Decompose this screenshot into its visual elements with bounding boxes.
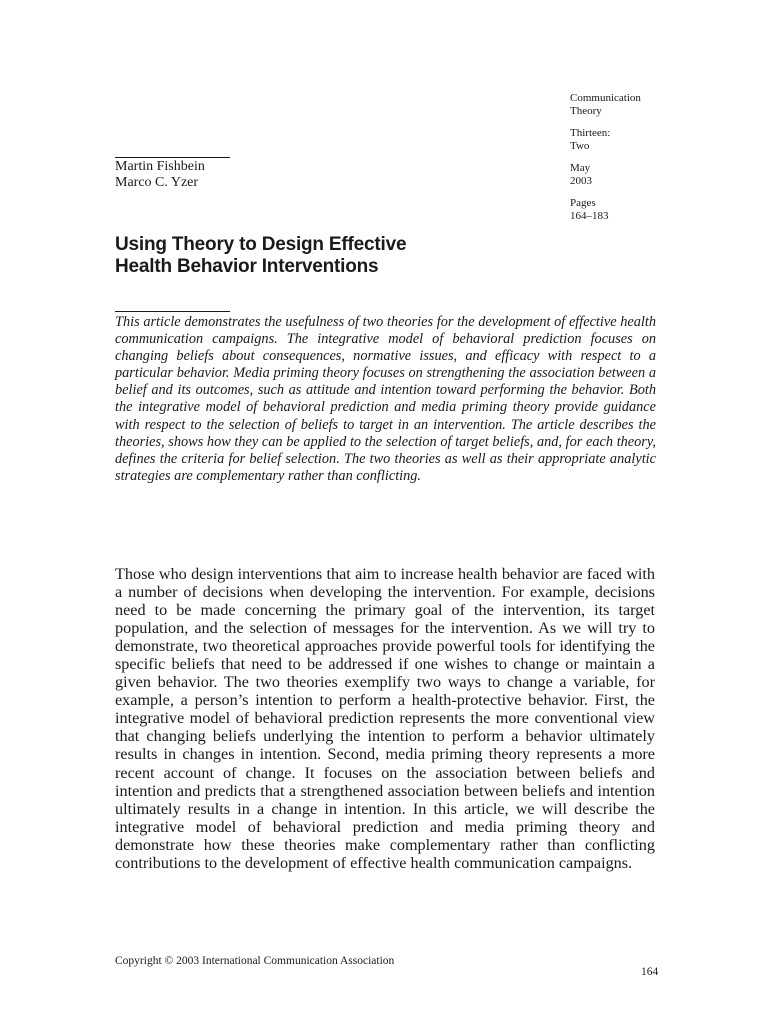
- article-title: [115, 234, 406, 278]
- volume-line2: Two: [570, 139, 590, 152]
- page-number: 164: [641, 966, 659, 978]
- author-name: Marco C. Yzer: [115, 174, 199, 190]
- pages-range: 164–183: [570, 209, 609, 222]
- journal-date: [570, 162, 641, 187]
- abstract-rule: [115, 311, 230, 312]
- pages-label: Pages: [570, 197, 596, 209]
- journal-metadata: [570, 92, 641, 232]
- title-line2: Health Behavior Interventions: [115, 256, 379, 277]
- title-line1: Using Theory to Design Effective: [115, 234, 407, 255]
- author-name: Martin Fishbein: [115, 159, 205, 174]
- issue-year: 2003: [570, 174, 592, 187]
- journal-name: [570, 92, 641, 117]
- body-paragraph: Those who design interventions that aim to increase health behavior are faced with a number of decisions when developing the intervention. For example, decisions need to be made concerning the primary goal of the intervention, its target population, and the selection of messages for the intervention. As we will try to demonstrate, two theoretical approaches provide powerful tools for identifying the specific beliefs that need to be addressed if one wishes to change or maintain a given behavior. The two theories exemplify two ways to change a variable, for example, a person’s intention to perform a health-protective behavior. First, the integrative model of behavioral prediction represents the more conventional view that changing beliefs underlying the intention to perform a behavior ultimately results in changes in intention. Second, media priming theory represents a more recent account of change. It focuses on the association between beliefs and intention and predicts that a strengthened association between beliefs and intention ultimately results in a change in intention. In this article, we will describe the integrative model of behavioral prediction and media priming theory and demonstrate how these theories make complementary rather than conflicting contributions to the development of effective health communication campaigns.: [115, 565, 655, 872]
- issue-month: May: [570, 162, 591, 174]
- journal-name-line2: Theory: [570, 104, 602, 117]
- journal-pages: [570, 197, 641, 222]
- copyright-notice: Copyright © 2003 International Communication Association: [115, 955, 395, 967]
- journal-name-line1: Communication: [570, 92, 641, 104]
- journal-volume: [570, 127, 641, 152]
- abstract: This article demonstrates the usefulness of two theories for the development of effective health communication campaigns. The integrative model of behavioral prediction focuses on changing beliefs about consequences, normative issues, and efficacy with respect to a particular behavior. Media priming theory focuses on strengthening the association between a belief and its outcomes, such as attitude and intention toward performing the behavior. Both the integrative model of behavioral prediction and media priming theory provide guidance with respect to the selection of beliefs to target in an intervention. The article describes the theories, shows how they can be applied to the selection of target beliefs, and, for each theory, defines the criteria for belief selection. The two theories as well as their appropriate analytic strategies are complementary rather than conflicting.: [115, 314, 656, 484]
- authors-rule: [115, 157, 230, 158]
- volume-line1: Thirteen:: [570, 127, 611, 139]
- author-list: [115, 159, 205, 190]
